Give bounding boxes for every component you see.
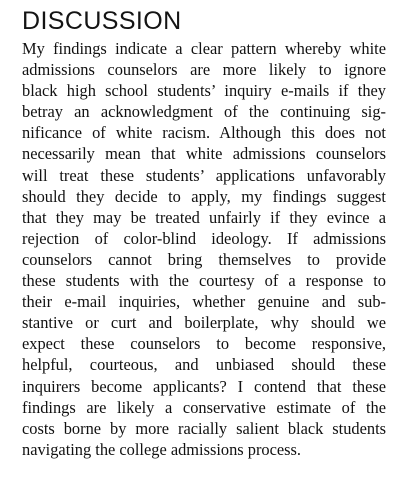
paragraph-line: findings are likely a conservative estimate of the: [22, 397, 386, 417]
paragraph-line: helpful, courteous, and unbiased should these: [22, 355, 386, 375]
paragraph-line: inquirers become applicants? I contend that these: [22, 376, 386, 396]
paragraph-line: should they decide to apply, my findings suggest: [22, 186, 386, 206]
paragraph-line: black high school students’ inquiry e-mails if they: [22, 81, 386, 101]
paragraph-line: expect these counselors to become responsive,: [22, 334, 386, 354]
paragraph-line: their e-mail inquiries, whether genuine and sub-: [22, 292, 386, 312]
paragraph-line: navigating the college admissions process.: [22, 439, 302, 459]
paragraph-line: stantive or curt and boilerplate, why should we: [22, 313, 386, 333]
paragraph-line: nificance of white racism. Although this does not: [22, 123, 386, 143]
paragraph-line: betray an acknowledgment of the continuing sig-: [22, 102, 386, 122]
discussion-paragraph: [22, 38, 386, 460]
paragraph-line: costs borne by more racially salient black students: [22, 418, 386, 438]
paragraph-line: rejection of color-blind ideology. If admissions: [22, 228, 386, 248]
paragraph-line: necessarily mean that white admissions counselors: [22, 144, 386, 164]
paragraph-line: these students with the courtesy of a response to: [22, 271, 386, 291]
paragraph-line: My findings indicate a clear pattern whereby white: [22, 39, 386, 58]
paragraph-line: will treat these students’ applications unfavorably: [22, 165, 386, 185]
section-heading: DISCUSSION: [22, 7, 182, 35]
paragraph-line: admissions counselors are more likely to ignore: [22, 60, 386, 80]
paragraph-line: counselors cannot bring themselves to provide: [22, 249, 386, 269]
paragraph-line: that they may be treated unfairly if they evince a: [22, 207, 386, 227]
